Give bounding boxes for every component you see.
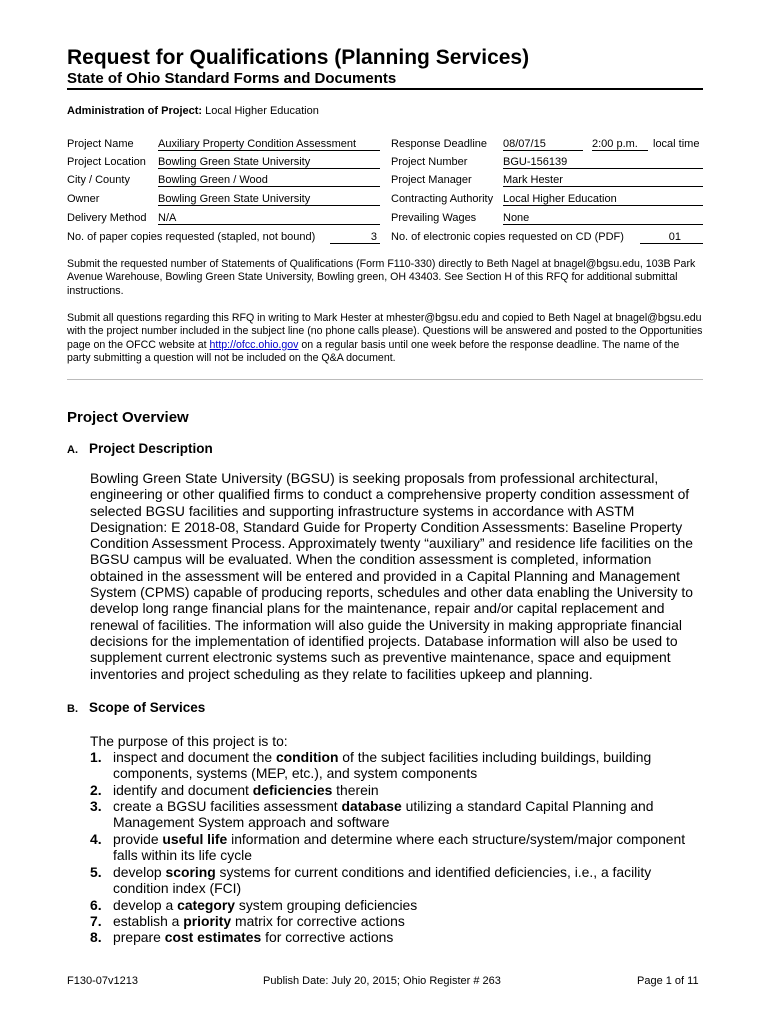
project-name-label: Project Name: [67, 138, 134, 150]
scope-item-number: 8.: [90, 929, 102, 945]
delivery-method-field[interactable]: N/A: [158, 212, 380, 225]
scope-item-text: system grouping deficiencies: [235, 897, 418, 913]
city-county-field[interactable]: Bowling Green / Wood: [158, 174, 380, 187]
section-divider: [67, 379, 703, 380]
project-number-field[interactable]: BGU-156139: [503, 156, 703, 169]
scope-item-keyword: useful life: [162, 831, 228, 847]
footer-form-id: F130-07v1213: [67, 975, 138, 987]
scope-item-keyword: cost estimates: [164, 929, 262, 945]
scope-intro: The purpose of this project is to:: [90, 733, 288, 749]
scope-item-text: develop a: [113, 897, 178, 913]
city-county-label: City / County: [67, 174, 130, 186]
scope-list-item: [90, 749, 704, 782]
scope-item-text: establish a: [113, 913, 184, 929]
response-deadline-label: Response Deadline: [391, 138, 488, 150]
questions-text-part-2: on a regular basis until one week before the response deadline. The name of the party submitting a question will not be included on the Q&A document.: [67, 338, 680, 364]
header-divider: [67, 88, 703, 90]
scope-item-number: 2.: [90, 782, 102, 798]
scope-list-item: [90, 897, 704, 913]
project-name-field[interactable]: Auxiliary Property Condition Assessment: [158, 138, 380, 151]
electronic-copies-value: 01: [668, 231, 681, 243]
scope-list-item: [90, 864, 704, 897]
project-description-text: Bowling Green State University (BGSU) is seeking proposals from professional architectural, engineering or other qualified firms to conduct a comprehensive property condition assessment of selected BGSU facilities and supporting infrastructure systems in accordance with ASTM Designation: E 2018-08, Standard Guide for Property Condition Assessments: Baseline Property Condition Assessment Process. Approximately twenty “auxiliary” and residence life facilities on the BGSU campus will be evaluated. When the condition assessment is completed, information obtained in the assessment will be entered and provided in a Capital Planning and Management System (CPMS) capable of producing reports, schedules and other data enabling the University to develop long range financial plans for the maintenance, repair and/or capital replacement and renewal of facilities. The information will also guide the University in making appropriate financial decisions for the implementation of identified projects. Database information will also be used to supplement current electronic systems such as preventive maintenance, space and equipment inventories and project scheduling as they relate to facilities upkeep and planning.: [90, 470, 694, 682]
scope-item-text: for corrective actions: [261, 929, 394, 945]
administration-value: Local Higher Education: [205, 105, 319, 117]
scope-item-text: identify and document: [113, 782, 253, 798]
paper-copies-field[interactable]: [330, 231, 380, 244]
prevailing-wages-label: Prevailing Wages: [391, 212, 477, 224]
administration-label: Administration of Project:: [67, 105, 203, 117]
contracting-authority-field[interactable]: Local Higher Education: [503, 193, 703, 206]
scope-item-keyword: priority: [183, 913, 232, 929]
scope-item-text: develop: [113, 864, 166, 880]
scope-item-keyword: deficiencies: [252, 782, 333, 798]
scope-list-item: [90, 913, 704, 929]
response-deadline-date-field[interactable]: 08/07/15: [503, 138, 583, 151]
scope-item-text: of the subject facilities including buildings, building components, systems (MEP, etc.), and system components: [113, 749, 652, 782]
electronic-copies-field[interactable]: [640, 231, 703, 244]
scope-item-number: 6.: [90, 897, 102, 913]
paper-copies-label: No. of paper copies requested (stapled, not bound): [67, 231, 316, 243]
electronic-copies-label: No. of electronic copies requested on CD (PDF): [391, 231, 624, 243]
project-manager-field[interactable]: Mark Hester: [503, 174, 703, 187]
scope-item-text: matrix for corrective actions: [231, 913, 405, 929]
contracting-authority-label: Contracting Authority: [391, 193, 494, 205]
scope-item-text: systems for current conditions and identified deficiencies, i.e., a facility condition index (FCI): [113, 864, 652, 897]
project-overview-heading: Project Overview: [67, 409, 189, 426]
questions-instructions: [67, 312, 703, 365]
section-a-title: Project Description: [89, 441, 213, 456]
project-location-field[interactable]: Bowling Green State University: [158, 156, 380, 169]
section-a-heading: [67, 441, 213, 456]
scope-item-number: 4.: [90, 831, 102, 847]
scope-item-text: prepare: [113, 929, 165, 945]
scope-item-keyword: scoring: [165, 864, 216, 880]
scope-item-text: therein: [332, 782, 379, 798]
scope-item-text: inspect and document the: [113, 749, 276, 765]
section-b-heading: [67, 700, 205, 715]
prevailing-wages-field[interactable]: None: [503, 212, 703, 225]
project-number-label: Project Number: [391, 156, 468, 168]
section-b-letter: B.: [67, 703, 78, 715]
scope-list-item: [90, 831, 704, 864]
scope-list-item: [90, 798, 704, 831]
scope-item-number: 1.: [90, 749, 102, 765]
scope-item-keyword: database: [341, 798, 402, 814]
scope-item-number: 5.: [90, 864, 102, 880]
ofcc-website-link[interactable]: http://ofcc.ohio.gov: [209, 338, 299, 351]
scope-item-text: utilizing a standard Capital Planning and Management System approach and software: [113, 798, 654, 831]
footer-page-number: Page 1 of 11: [637, 975, 699, 987]
paper-copies-value: 3: [370, 231, 377, 243]
owner-field[interactable]: Bowling Green State University: [158, 193, 380, 206]
scope-item-keyword: category: [177, 897, 236, 913]
section-a-letter: A.: [67, 444, 78, 456]
owner-label: Owner: [67, 193, 100, 205]
administration-line: [67, 105, 319, 117]
scope-item-text: create a BGSU facilities assessment: [113, 798, 342, 814]
questions-text-part-1: Submit all questions regarding this RFQ in writing to Mark Hester at mhester@bgsu.edu and copied to Beth Nagel at bnagel@bgsu.edu with the project number included in the subject line (no phone calls please). Questions will be answered and posted to the Opportunities page on the OFCC website at: [67, 312, 703, 351]
response-deadline-time-field[interactable]: 2:00 p.m.: [592, 138, 648, 151]
scope-list-item: [90, 782, 704, 798]
project-location-label: Project Location: [67, 156, 146, 168]
local-time-label: local time: [653, 138, 700, 150]
document-title: Request for Qualifications (Planning Services): [67, 46, 530, 69]
scope-item-number: 7.: [90, 913, 102, 929]
scope-list-item: [90, 929, 704, 945]
scope-item-number: 3.: [90, 798, 102, 814]
scope-item-text: provide: [113, 831, 163, 847]
section-b-title: Scope of Services: [89, 700, 206, 715]
project-manager-label: Project Manager: [391, 174, 472, 186]
delivery-method-label: Delivery Method: [67, 212, 147, 224]
scope-item-text: information and determine where each structure/system/major component falls within its life cycle: [113, 831, 686, 864]
document-subtitle: State of Ohio Standard Forms and Documents: [67, 70, 397, 87]
footer-publish-date: Publish Date: July 20, 2015; Ohio Register # 263: [263, 975, 501, 987]
submittal-instructions: Submit the requested number of Statements of Qualifications (Form F110-330) directly to Beth Nagel at bnagel@bgsu.edu, 103B Park Avenue Warehouse, Bowling Green State University, Bowling green, OH 43403. See Section H of this RFQ for additional submittal instructions.: [67, 258, 696, 297]
scope-item-keyword: condition: [275, 749, 339, 765]
